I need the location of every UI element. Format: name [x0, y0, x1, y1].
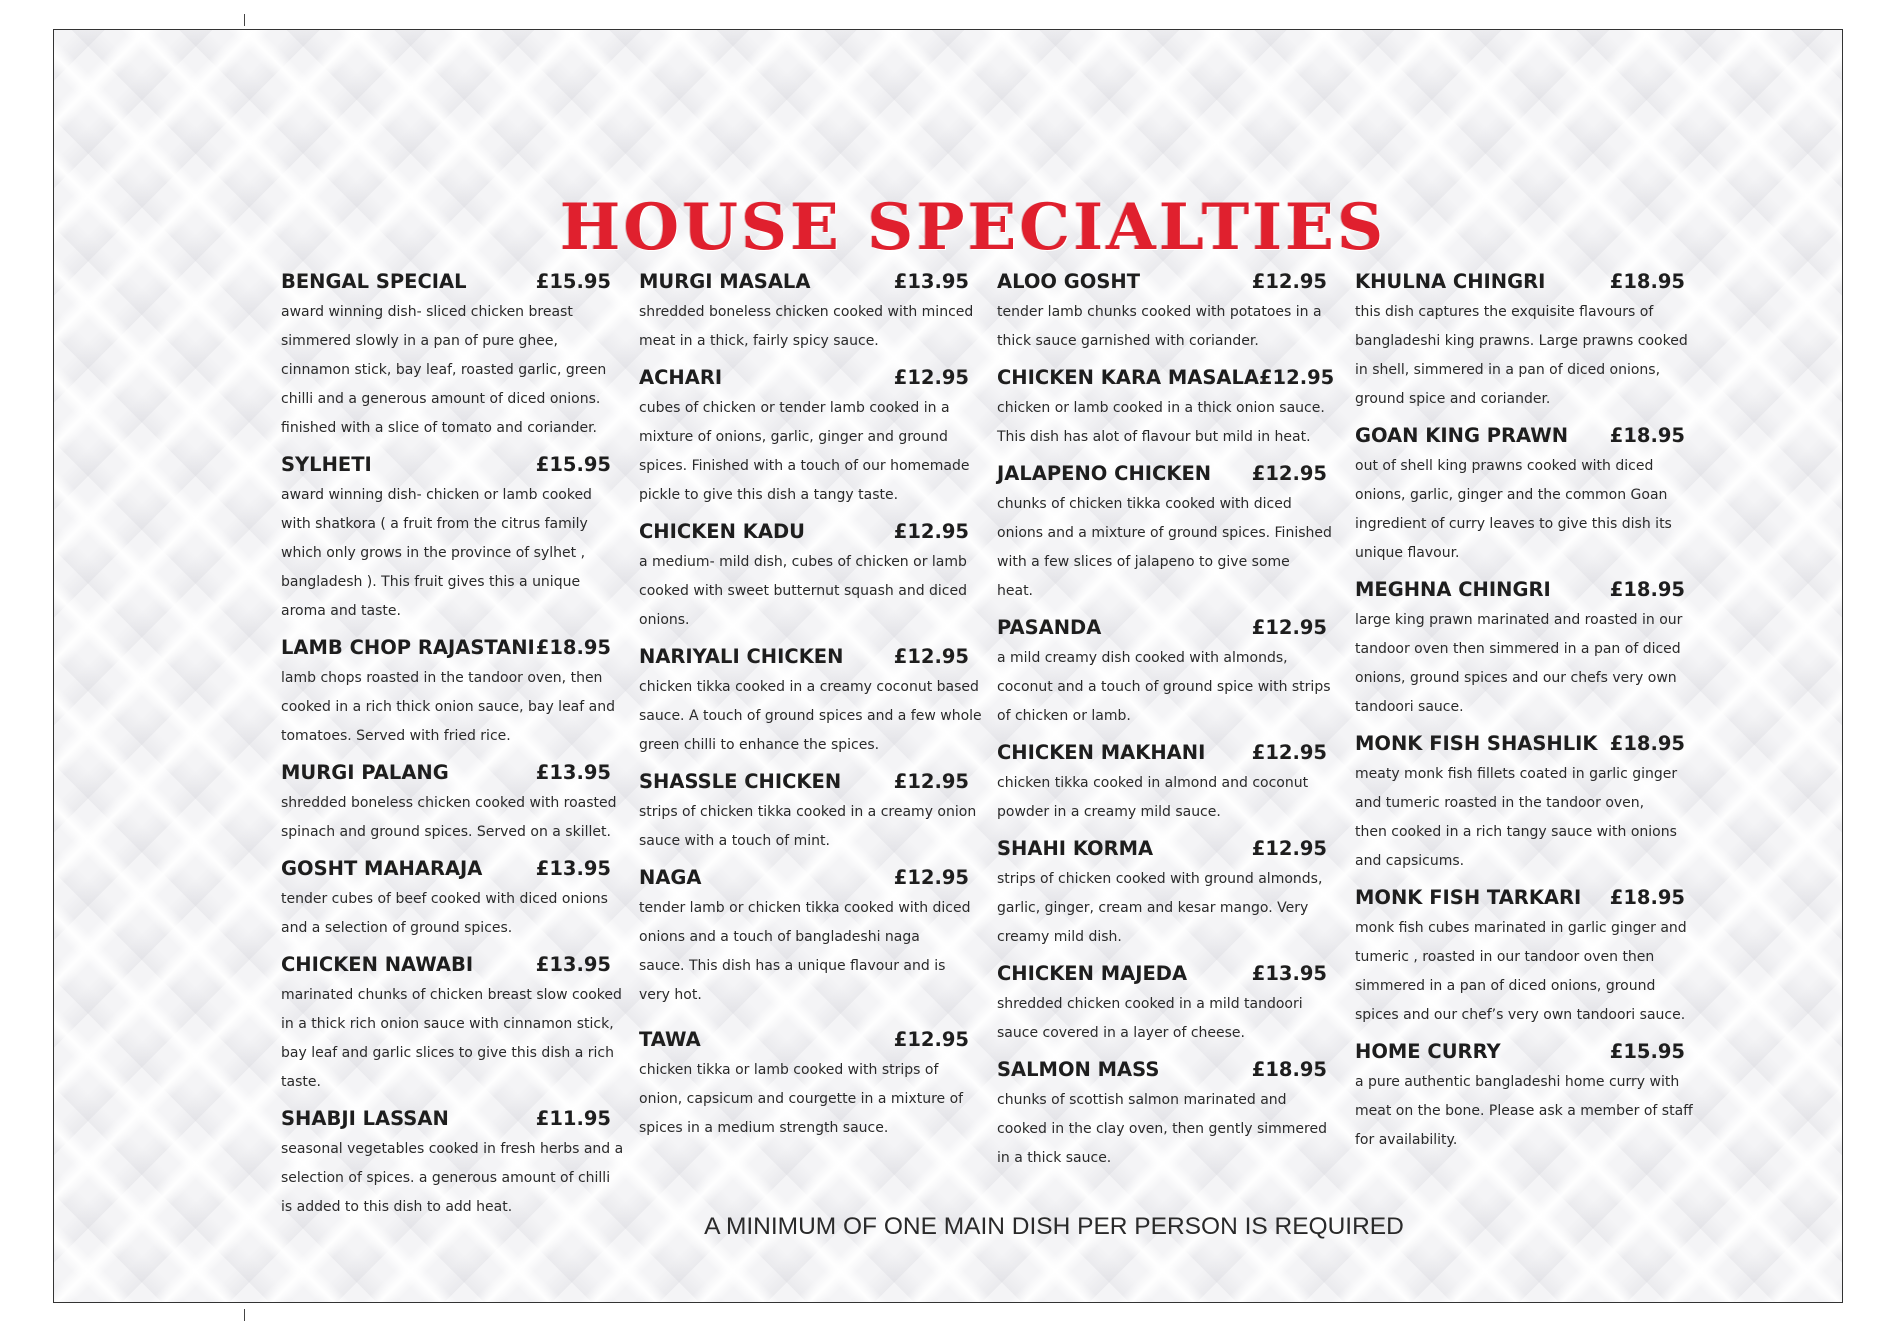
menu-item-header: [639, 1024, 969, 1056]
dish-name: SHABJI LASSAN: [281, 1107, 449, 1130]
dish-description-line: spices in a medium strength sauce.: [639, 1120, 889, 1136]
menu-item: [1355, 728, 1685, 876]
dish-description-line: this dish captures the exquisite flavours of: [1355, 304, 1654, 320]
dish-name: MEGHNA CHINGRI: [1355, 578, 1551, 601]
dish-price: £12.95: [1251, 837, 1327, 860]
dish-price: £13.95: [535, 761, 611, 784]
dish-description-line: out of shell king prawns cooked with diced: [1355, 458, 1654, 474]
dish-description-line: meat on the bone. Please ask a member of staff: [1355, 1103, 1693, 1119]
dish-price: £12.95: [893, 1028, 969, 1051]
dish-description-line: tender lamb or chicken tikka cooked with diced: [639, 900, 971, 916]
dish-description-line: monk fish cubes marinated in garlic ginger and: [1355, 920, 1687, 936]
menu-item: [639, 516, 969, 635]
menu-item: [997, 1054, 1327, 1173]
dish-description-line: tender lamb chunks cooked with potatoes in a: [997, 304, 1322, 320]
dish-description-line: chicken or lamb cooked in a thick onion sauce.: [997, 400, 1325, 416]
dish-description-line: spices and our chef’s very own tandoori sauce.: [1355, 1007, 1686, 1023]
menu-item: [639, 862, 969, 1010]
dish-name: MURGI PALANG: [281, 761, 449, 784]
dish-description-line: shredded boneless chicken cooked with roasted: [281, 795, 617, 811]
dish-description-line: award winning dish- sliced chicken breast: [281, 304, 573, 320]
dish-description-line: onion, capsicum and courgette in a mixture of: [639, 1091, 964, 1107]
menu-item: [281, 266, 611, 443]
dish-name: CHICKEN KADU: [639, 520, 805, 543]
dish-description-line: which only grows in the province of sylhet ,: [281, 545, 586, 561]
menu-item-header: [1355, 1036, 1685, 1068]
menu-item-header: [639, 266, 969, 298]
menu-item-header: [1355, 420, 1685, 452]
menu-item-header: [281, 632, 611, 664]
menu-item: [1355, 266, 1688, 414]
dish-description-line: and capsicums.: [1355, 853, 1465, 869]
dish-description-line: spices. Finished with a touch of our homemade: [639, 458, 970, 474]
dish-description-line: very hot.: [639, 987, 702, 1003]
dish-description-line: sauce. This dish has a unique flavour and is: [639, 958, 946, 974]
menu-item-header: [639, 516, 969, 548]
dish-name: TAWA: [639, 1028, 701, 1051]
dish-description-line: tumeric , roasted in our tandoor oven then: [1355, 949, 1655, 965]
dish-description-line: with a few slices of jalapeno to give some: [997, 554, 1290, 570]
dish-description-line: chilli and a generous amount of diced onions.: [281, 391, 601, 407]
dish-name: SYLHETI: [281, 453, 372, 476]
dish-description-line: chicken tikka cooked in a creamy coconut based: [639, 679, 979, 695]
dish-description-line: pickle to give this dish a tangy taste.: [639, 487, 899, 503]
menu-item: [281, 449, 611, 626]
dish-price: £13.95: [893, 270, 969, 293]
dish-name: SALMON MASS: [997, 1058, 1160, 1081]
dish-description-line: powder in a creamy mild sauce.: [997, 804, 1221, 820]
dish-name: KHULNA CHINGRI: [1355, 270, 1546, 293]
menu-item-header: [1355, 882, 1685, 914]
dish-description-line: green chilli to enhance the spices.: [639, 737, 880, 753]
menu-item-header: [1355, 574, 1685, 606]
dish-name: NAGA: [639, 866, 702, 889]
dish-description-line: unique flavour.: [1355, 545, 1460, 561]
menu-item-header: [281, 757, 611, 789]
dish-description-line: and tumeric roasted in the tandoor oven,: [1355, 795, 1645, 811]
dish-description-line: of chicken or lamb.: [997, 708, 1131, 724]
menu-item: [281, 949, 622, 1097]
dish-description-line: marinated chunks of chicken breast slow cooked: [281, 987, 622, 1003]
dish-description-line: onions.: [639, 612, 690, 628]
dish-name: BENGAL SPECIAL: [281, 270, 467, 293]
dish-description-line: meaty monk fish fillets coated in garlic ginger: [1355, 766, 1678, 782]
dish-description-line: large king prawn marinated and roasted in our: [1355, 612, 1683, 628]
dish-description-line: finished with a slice of tomato and coriander.: [281, 420, 598, 436]
dish-description-line: with shatkora ( a fruit from the citrus family: [281, 516, 588, 532]
dish-description-line: sauce covered in a layer of cheese.: [997, 1025, 1245, 1041]
menu-item: [997, 266, 1327, 356]
dish-name: PASANDA: [997, 616, 1102, 639]
menu-item-header: [997, 833, 1327, 865]
menu-item: [639, 766, 977, 856]
menu-item-header: [281, 949, 611, 981]
dish-description-line: mixture of onions, garlic, ginger and ground: [639, 429, 948, 445]
dish-description-line: onions, garlic, ginger and the common Goan: [1355, 487, 1668, 503]
dish-description-line: simmered in a pan of diced onions, ground: [1355, 978, 1656, 994]
dish-price: £13.95: [535, 953, 611, 976]
dish-price: £13.95: [535, 857, 611, 880]
dish-price: £12.95: [893, 866, 969, 889]
menu-item-header: [281, 1103, 611, 1135]
dish-description-line: award winning dish- chicken or lamb cooked: [281, 487, 592, 503]
menu-item-header: [639, 362, 969, 394]
dish-description-line: bangladesh ). This fruit gives this a unique: [281, 574, 581, 590]
menu-item-header: [997, 458, 1327, 490]
dish-description-line: ground spice and coriander.: [1355, 391, 1551, 407]
menu-item-header: [281, 853, 611, 885]
dish-description-line: simmered slowly in a pan of pure ghee,: [281, 333, 558, 349]
dish-price: £18.95: [1609, 732, 1685, 755]
dish-price: £12.95: [893, 520, 969, 543]
dish-name: MONK FISH TARKARI: [1355, 886, 1582, 909]
dish-description-line: a pure authentic bangladeshi home curry with: [1355, 1074, 1680, 1090]
dish-price: £15.95: [535, 453, 611, 476]
dish-name: HOME CURRY: [1355, 1040, 1501, 1063]
menu-item: [639, 641, 982, 760]
dish-description-line: onions and a mixture of ground spices. Finished: [997, 525, 1332, 541]
minimum-order-note: A MINIMUM OF ONE MAIN DISH PER PERSON IS REQUIRED: [704, 1213, 1404, 1240]
menu-item-header: [639, 766, 969, 798]
menu-column-1: [281, 266, 624, 1228]
dish-description-line: shredded boneless chicken cooked with minced: [639, 304, 974, 320]
dish-description-line: onions and a touch of bangladeshi naga: [639, 929, 920, 945]
dish-price: £18.95: [1609, 886, 1685, 909]
menu-column-2: [639, 266, 982, 1149]
dish-price: £18.95: [1609, 578, 1685, 601]
menu-item-header: [1355, 728, 1685, 760]
dish-name: ALOO GOSHT: [997, 270, 1141, 293]
dish-name: ACHARI: [639, 366, 723, 389]
menu-item: [997, 958, 1327, 1048]
dish-name: CHICKEN MAJEDA: [997, 962, 1188, 985]
dish-price: £12.95: [893, 366, 969, 389]
dish-price: £18.95: [1251, 1058, 1327, 1081]
menu-item: [281, 853, 611, 943]
dish-description-line: strips of chicken cooked with ground almonds,: [997, 871, 1323, 887]
menu-item: [1355, 882, 1685, 1030]
dish-name: CHICKEN KARA MASALA: [997, 366, 1259, 389]
dish-description-line: selection of spices. a generous amount of chilli: [281, 1170, 611, 1186]
menu-item: [639, 266, 974, 356]
dish-name: GOAN KING PRAWN: [1355, 424, 1569, 447]
menu-item: [1355, 574, 1685, 722]
dish-description-line: tandoor oven then simmered in a pan of diced: [1355, 641, 1681, 657]
dish-description-line: aroma and taste.: [281, 603, 401, 619]
dish-description-line: ingredient of curry leaves to give this dish its: [1355, 516, 1672, 532]
dish-description-line: a mild creamy dish cooked with almonds,: [997, 650, 1288, 666]
dish-description-line: then cooked in a rich tangy sauce with onions: [1355, 824, 1677, 840]
menu-item: [639, 362, 969, 510]
dish-price: £12.95: [1251, 462, 1327, 485]
dish-description-line: tender cubes of beef cooked with diced onions: [281, 891, 608, 907]
menu-item: [281, 757, 617, 847]
dish-description-line: bangladeshi king prawns. Large prawns cooked: [1355, 333, 1688, 349]
dish-description-line: chicken tikka cooked in almond and coconut: [997, 775, 1309, 791]
crop-mark-bottom: [244, 1309, 245, 1321]
dish-description-line: creamy mild dish.: [997, 929, 1122, 945]
menu-item: [1355, 420, 1685, 568]
menu-item: [997, 362, 1335, 452]
dish-description-line: in a thick sauce.: [997, 1150, 1112, 1166]
dish-description-line: is added to this dish to add heat.: [281, 1199, 513, 1215]
dish-price: £15.95: [1609, 1040, 1685, 1063]
menu-item-header: [997, 1054, 1327, 1086]
dish-description-line: cooked in the clay oven, then gently simmered: [997, 1121, 1327, 1137]
menu-item-header: [639, 862, 969, 894]
dish-price: £18.95: [1609, 270, 1685, 293]
dish-description-line: and a selection of ground spices.: [281, 920, 513, 936]
dish-name: LAMB CHOP RAJASTANI: [281, 636, 535, 659]
menu-item: [997, 833, 1327, 952]
menu-item: [997, 612, 1331, 731]
dish-price: £12.95: [1258, 366, 1335, 389]
dish-price: £12.95: [893, 770, 969, 793]
menu-item-header: [997, 362, 1335, 394]
dish-name: NARIYALI CHICKEN: [639, 645, 844, 668]
dish-description-line: garlic, ginger, cream and kesar mango. Very: [997, 900, 1309, 916]
menu-column-3: [997, 266, 1335, 1179]
dish-name: GOSHT MAHARAJA: [281, 857, 483, 880]
dish-description-line: cubes of chicken or tender lamb cooked in a: [639, 400, 950, 416]
dish-description-line: bay leaf and garlic slices to give this dish a rich: [281, 1045, 614, 1061]
dish-price: £12.95: [893, 645, 969, 668]
menu-item-header: [281, 266, 611, 298]
menu-item: [997, 737, 1327, 827]
menu-item: [1355, 1036, 1693, 1155]
dish-price: £12.95: [1251, 616, 1327, 639]
menu-item-header: [281, 449, 611, 481]
dish-name: CHICKEN MAKHANI: [997, 741, 1206, 764]
dish-description-line: meat in a thick, fairly spicy sauce.: [639, 333, 879, 349]
dish-description-line: heat.: [997, 583, 1034, 599]
menu-item-header: [997, 266, 1327, 298]
dish-description-line: strips of chicken tikka cooked in a creamy onion: [639, 804, 977, 820]
dish-description-line: thick sauce garnished with coriander.: [997, 333, 1259, 349]
dish-description-line: tomatoes. Served with fried rice.: [281, 728, 511, 744]
dish-description-line: a medium- mild dish, cubes of chicken or lamb: [639, 554, 967, 570]
menu-item: [281, 1103, 624, 1222]
menu-item-header: [639, 641, 969, 673]
dish-name: SHAHI KORMA: [997, 837, 1154, 860]
dish-price: £11.95: [535, 1107, 611, 1130]
dish-description-line: shredded chicken cooked in a mild tandoori: [997, 996, 1303, 1012]
dish-name: MURGI MASALA: [639, 270, 811, 293]
dish-description-line: in shell, simmered in a pan of diced onions,: [1355, 362, 1661, 378]
dish-description-line: for availability.: [1355, 1132, 1458, 1148]
menu-title: HOUSE SPECIALTIES: [559, 190, 1387, 265]
dish-description-line: cooked with sweet butternut squash and diced: [639, 583, 968, 599]
dish-price: £13.95: [1251, 962, 1327, 985]
dish-description-line: cinnamon stick, bay leaf, roasted garlic, green: [281, 362, 607, 378]
dish-price: £18.95: [1609, 424, 1685, 447]
dish-description-line: taste.: [281, 1074, 321, 1090]
menu-item: [281, 632, 615, 751]
dish-description-line: onions, ground spices and our chefs very own: [1355, 670, 1677, 686]
dish-price: £12.95: [1251, 270, 1327, 293]
dish-name: CHICKEN NAWABI: [281, 953, 474, 976]
dish-description-line: chunks of chicken tikka cooked with diced: [997, 496, 1292, 512]
dish-description-line: lamb chops roasted in the tandoor oven, then: [281, 670, 603, 686]
dish-description-line: coconut and a touch of ground spice with strips: [997, 679, 1331, 695]
dish-name: SHASSLE CHICKEN: [639, 770, 842, 793]
dish-price: £18.95: [535, 636, 611, 659]
dish-description-line: This dish has alot of flavour but mild in heat.: [997, 429, 1311, 445]
dish-description-line: tandoori sauce.: [1355, 699, 1464, 715]
menu-item-header: [997, 958, 1327, 990]
dish-description-line: chicken tikka or lamb cooked with strips of: [639, 1062, 939, 1078]
dish-name: MONK FISH SHASHLIK: [1355, 732, 1598, 755]
dish-price: £15.95: [535, 270, 611, 293]
dish-description-line: in a thick rich onion sauce with cinnamon stick,: [281, 1016, 614, 1032]
crop-mark-top: [244, 14, 245, 26]
dish-description-line: chunks of scottish salmon marinated and: [997, 1092, 1287, 1108]
dish-description-line: cooked in a rich thick onion sauce, bay leaf and: [281, 699, 615, 715]
dish-description-line: sauce. A touch of ground spices and a few whole: [639, 708, 982, 724]
menu-column-4: [1355, 266, 1693, 1161]
menu-item-header: [1355, 266, 1685, 298]
menu-item: [639, 1024, 969, 1143]
dish-price: £12.95: [1251, 741, 1327, 764]
dish-name: JALAPENO CHICKEN: [997, 462, 1212, 485]
dish-description-line: sauce with a touch of mint.: [639, 833, 830, 849]
menu-item: [997, 458, 1332, 606]
dish-description-line: seasonal vegetables cooked in fresh herbs and a: [281, 1141, 624, 1157]
menu-item-header: [997, 612, 1327, 644]
dish-description-line: spinach and ground spices. Served on a skillet.: [281, 824, 611, 840]
menu-item-header: [997, 737, 1327, 769]
